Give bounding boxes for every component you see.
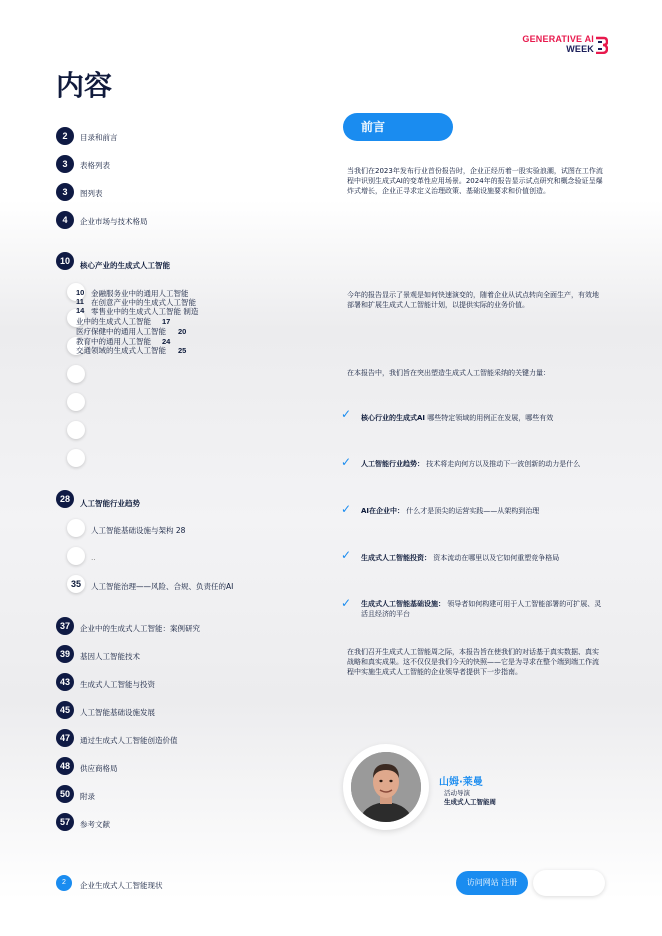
checkmark-icon: ✓ [341, 548, 352, 562]
preface-paragraph-1: 当我们在2023年发布行业首份报告时，企业正经历着一股实验浪潮，试图在工作流程中识别生成式AI的变革性应用场景。2024年的报告显示试点研究和概念验证呈爆炸式增长，企业正寻求定义治理政策、基础设施要求和价值创造。 [347, 167, 603, 195]
key-force-body: 领导者如何构建可用于人工智能部署的可扩展、灵活且经济的平台 [361, 600, 602, 618]
speaker-name: 山姆·莱曼 [439, 777, 483, 788]
sub-bullet-circle [67, 449, 85, 467]
toc-entry[interactable]: 企业中的生成式人工智能：案例研究 [80, 624, 200, 633]
toc-entry[interactable]: 目录和前言 [80, 133, 118, 142]
key-force-item [361, 414, 605, 424]
toc-page-number: 43 [56, 673, 74, 691]
sub-bullet-circle [67, 421, 85, 439]
checkmark-icon: ✓ [341, 502, 352, 516]
sub-entry-number: 11 [76, 297, 84, 306]
sub-entry[interactable]: 零售业中的生成式人工智能 制造 [91, 307, 199, 316]
sub-entry-number: 17 [162, 317, 171, 326]
preface-paragraph-3: 在本报告中，我们旨在突出塑造生成式人工智能采纳的关键力量： [347, 369, 550, 377]
toc-page-number: 48 [56, 757, 74, 775]
sub-bullet-circle [67, 547, 85, 565]
toc-entry[interactable]: 基因人工智能技术 [80, 652, 140, 661]
sub-entry-number: 35 [67, 575, 85, 593]
toc-entry[interactable]: 附录 [80, 792, 95, 801]
key-force-body: 哪些特定领域的用例正在发展，哪些有效 [427, 414, 554, 422]
preface-heading: 前言 [343, 113, 453, 141]
key-force-head: 生成式人工智能基础设施： [361, 600, 445, 608]
toc-entry[interactable]: 通过生成式人工智能创造价值 [80, 736, 178, 745]
sub-entry-number: 14 [76, 306, 85, 315]
key-force-head: 核心行业的生成式AI [361, 414, 426, 422]
toc-page-number: 3 [56, 183, 74, 201]
speaker-photo [351, 752, 421, 822]
sub-entry-number: 10 [76, 288, 85, 297]
preface-paragraph-4: 在我们召开生成式人工智能周之际，本报告旨在使我们的对话基于真实数据、真实战略和真实成果。这不仅仅是我们今天的快照——它是为寻求在整个端到端工作流程中实施生成式人工智能的企业领导者提供下一步指南。 [347, 648, 599, 676]
toc-entry[interactable]: 参考文献 [80, 820, 110, 829]
toc-page-number: 2 [56, 127, 74, 145]
preface-paragraph-2: 今年的报告显示了景观是如何快速演变的，随着企业从试点转向全面生产，有效地部署和扩展生成式人工智能计划，以提供实际的业务价值。 [347, 291, 599, 309]
toc-entry-section[interactable]: 核心产业的生成式人工智能 [80, 261, 170, 270]
toc-page-number: 4 [56, 211, 74, 229]
toc-entry[interactable]: 供应商格局 [80, 764, 118, 773]
checkmark-icon: ✓ [341, 455, 352, 469]
sub-bullet-circle [67, 365, 85, 383]
toc-page-number: 45 [56, 701, 74, 719]
sub-entry[interactable]: 金融服务业中的通用人工智能 [91, 289, 189, 298]
toc-page-number: 28 [56, 490, 74, 508]
key-force-body: 技术将走向何方以及推动下一波创新的动力是什么 [426, 460, 581, 468]
toc-entry[interactable]: 企业市场与技术格局 [80, 217, 148, 226]
key-force-item [361, 507, 605, 517]
key-force-body: 资本流动在哪里以及它如何重塑竞争格局 [433, 554, 560, 562]
sub-entry-number: 25 [178, 346, 187, 355]
toc-entry[interactable]: 表格列表 [80, 161, 110, 170]
toc-page-number: 47 [56, 729, 74, 747]
key-force-item [361, 554, 605, 564]
sub-entry-number: 24 [162, 337, 171, 346]
sub-entry-number: 20 [178, 327, 187, 336]
toc-entry[interactable]: 图列表 [80, 189, 103, 198]
speaker-event: 生成式人工智能周 [444, 798, 496, 806]
toc-entry[interactable]: 人工智能基础设施发展 [80, 708, 155, 717]
key-force-item [361, 460, 605, 470]
sub-entry[interactable]: 医疗保健中的通用人工智能 [76, 327, 166, 336]
sub-entry[interactable]: 业中的生成式人工智能 [76, 317, 151, 326]
blank-button[interactable] [533, 870, 605, 896]
speaker-role: 活动导演 [444, 789, 470, 797]
toc-entry-section[interactable]: 人工智能行业趋势 [80, 499, 140, 508]
sub-entry[interactable]: 人工智能治理——风险、合规、负责任的AI [91, 582, 234, 591]
sub-entry[interactable]: 在创意产业中的生成式人工智能 [91, 298, 196, 307]
sub-bullet-circle [67, 393, 85, 411]
toc-page-number: 10 [56, 252, 74, 270]
visit-register-button[interactable]: 访问网站 注册 [456, 871, 528, 895]
checkmark-icon: ✓ [341, 407, 352, 421]
speaker-avatar [343, 744, 429, 830]
page-title: 内容 [56, 69, 113, 102]
sub-bullet-circle [67, 519, 85, 537]
toc-page-number: 50 [56, 785, 74, 803]
sub-entry[interactable]: 交通领域的生成式人工智能 [76, 346, 166, 355]
footer-title: 企业生成式人工智能现状 [80, 881, 163, 890]
toc-entry[interactable]: 生成式人工智能与投资 [80, 680, 155, 689]
toc-page-number: 37 [56, 617, 74, 635]
key-force-head: 人工智能行业趋势： [361, 460, 424, 468]
key-force-head: 生成式人工智能投资： [361, 554, 431, 562]
generative-ai-week-logo [512, 32, 608, 58]
sub-entry[interactable]: 教育中的通用人工智能 [76, 337, 151, 346]
logo-mark-icon [594, 36, 608, 54]
key-force-item [361, 600, 605, 619]
key-force-body: 什么才是顶尖的运营实践——从架构到治理 [406, 507, 540, 515]
sub-entry: .. [91, 553, 96, 562]
toc-page-number: 3 [56, 155, 74, 173]
toc-page-number: 57 [56, 813, 74, 831]
logo-line-2: WEEK [566, 44, 594, 54]
key-force-head: AI在企业中： [361, 507, 405, 515]
footer-page-number: 2 [56, 875, 72, 891]
checkmark-icon: ✓ [341, 596, 352, 610]
sub-entry[interactable]: 人工智能基础设施与架构 28 [91, 526, 186, 535]
logo-line-1: GENERATIVE AI [522, 34, 594, 44]
toc-page-number: 39 [56, 645, 74, 663]
